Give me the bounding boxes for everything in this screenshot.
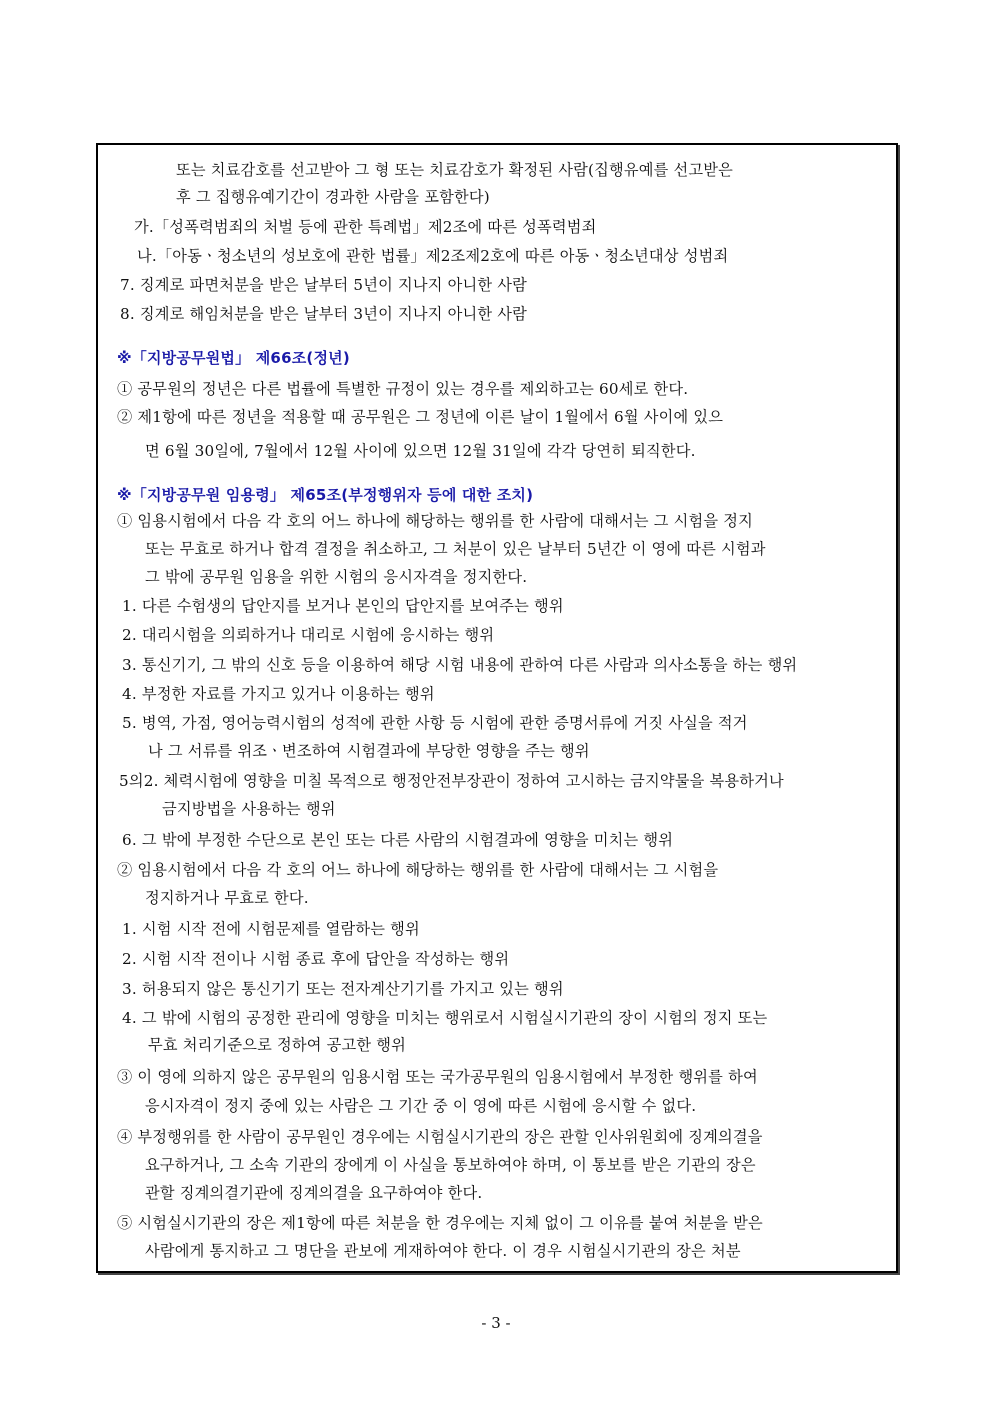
text-line: 또는 치료감호를 선고받아 그 형 또는 치료감호가 확정된 사람(집행유예를 선고받은 [176,161,733,179]
text-line: 5. 병역, 가점, 영어능력시험의 성적에 관한 사항 등 시험에 관한 증명서류에 거짓 사실을 적거 [122,714,748,732]
text-line: ① 공무원의 정년은 다른 법률에 특별한 규정이 있는 경우를 제외하고는 60세로 한다. [117,380,689,398]
text-line: 가.「성폭력범죄의 처벌 등에 관한 특례법」제2조에 따른 성폭력범죄 [134,218,597,236]
text-line: 나.「아동ㆍ청소년의 성보호에 관한 법률」제2조제2호에 따른 아동ㆍ청소년대상 성범죄 [137,247,729,265]
text-line: 면 6월 30일에, 7월에서 12월 사이에 있으면 12월 31일에 각각 당연히 퇴직한다. [145,442,696,460]
text-line: 5의2. 체력시험에 영향을 미칠 목적으로 행정안전부장관이 정하여 고시하는 금지약물을 복용하거나 [119,772,784,790]
text-line: ① 임용시험에서 다음 각 호의 어느 하나에 해당하는 행위를 한 사람에 대해서는 그 시험을 정지 [117,512,754,530]
text-line: 금지방법을 사용하는 행위 [162,800,336,818]
text-line: 또는 무효로 하거나 합격 결정을 취소하고, 그 처분이 있은 날부터 5년간 이 영에 따른 시험과 [145,540,766,558]
text-line: 3. 통신기기, 그 밖의 신호 등을 이용하여 해당 시험 내용에 관하여 다른 사람과 의사소통을 하는 행위 [122,656,798,674]
text-line: 2. 시험 시작 전이나 시험 종료 후에 답안을 작성하는 행위 [122,950,510,968]
text-line: 나 그 서류를 위조ㆍ변조하여 시험결과에 부당한 영향을 주는 행위 [148,742,590,760]
text-line: 후 그 집행유예기간이 경과한 사람을 포함한다) [176,188,490,206]
text-line: 8. 징계로 해임처분을 받은 날부터 3년이 지나지 아니한 사람 [120,305,528,323]
text-line: ③ 이 영에 의하지 않은 공무원의 임용시험 또는 국가공무원의 임용시험에서 부정한 행위를 하여 [117,1068,758,1086]
text-line: 관할 징계의결기관에 징계의결을 요구하여야 한다. [145,1184,483,1202]
section-heading: ※「지방공무원법」 제66조(정년) [117,349,350,367]
text-line: 1. 시험 시작 전에 시험문제를 열람하는 행위 [122,920,420,938]
text-line: 7. 징계로 파면처분을 받은 날부터 5년이 지나지 아니한 사람 [120,276,528,294]
text-line: 사람에게 통지하고 그 명단을 관보에 게재하여야 한다. 이 경우 시험실시기관의 장은 처분 [145,1242,741,1260]
text-line: 6. 그 밖에 부정한 수단으로 본인 또는 다른 사람의 시험결과에 영향을 미치는 행위 [122,831,674,849]
text-line: 4. 그 밖에 시험의 공정한 관리에 영향을 미치는 행위로서 시험실시기관의 장이 시험의 정지 또는 [122,1009,768,1027]
text-line: 2. 대리시험을 의뢰하거나 대리로 시험에 응시하는 행위 [122,626,495,644]
text-line: 응시자격이 정지 중에 있는 사람은 그 기간 중 이 영에 따른 시험에 응시할 수 없다. [145,1097,697,1115]
page-number: - 3 - [481,1314,511,1332]
text-line: 요구하거나, 그 소속 기관의 장에게 이 사실을 통보하여야 하며, 이 통보를 받은 기관의 장은 [145,1156,756,1174]
text-line: 정지하거나 무효로 한다. [145,889,309,907]
text-line: 4. 부정한 자료를 가지고 있거나 이용하는 행위 [122,685,435,703]
text-line: 그 밖에 공무원 임용을 위한 시험의 응시자격을 정지한다. [145,568,528,586]
text-line: ④ 부정행위를 한 사람이 공무원인 경우에는 시험실시기관의 장은 관할 인사위원회에 징계의결을 [117,1128,763,1146]
text-line: ② 임용시험에서 다음 각 호의 어느 하나에 해당하는 행위를 한 사람에 대해서는 그 시험을 [117,861,719,879]
text-line: 1. 다른 수험생의 답안지를 보거나 본인의 답안지를 보여주는 행위 [122,597,564,615]
section-heading: ※「지방공무원 임용령」 제65조(부정행위자 등에 대한 조치) [117,486,534,504]
text-line: ② 제1항에 따른 정년을 적용할 때 공무원은 그 정년에 이른 날이 1월에서 6월 사이에 있으 [117,408,724,426]
text-line: 무효 처리기준으로 정하여 공고한 행위 [148,1036,407,1054]
text-line: 3. 허용되지 않은 통신기기 또는 전자계산기기를 가지고 있는 행위 [122,980,564,998]
text-line: ⑤ 시험실시기관의 장은 제1항에 따른 처분을 한 경우에는 지체 없이 그 이유를 붙여 처분을 받은 [117,1214,763,1232]
